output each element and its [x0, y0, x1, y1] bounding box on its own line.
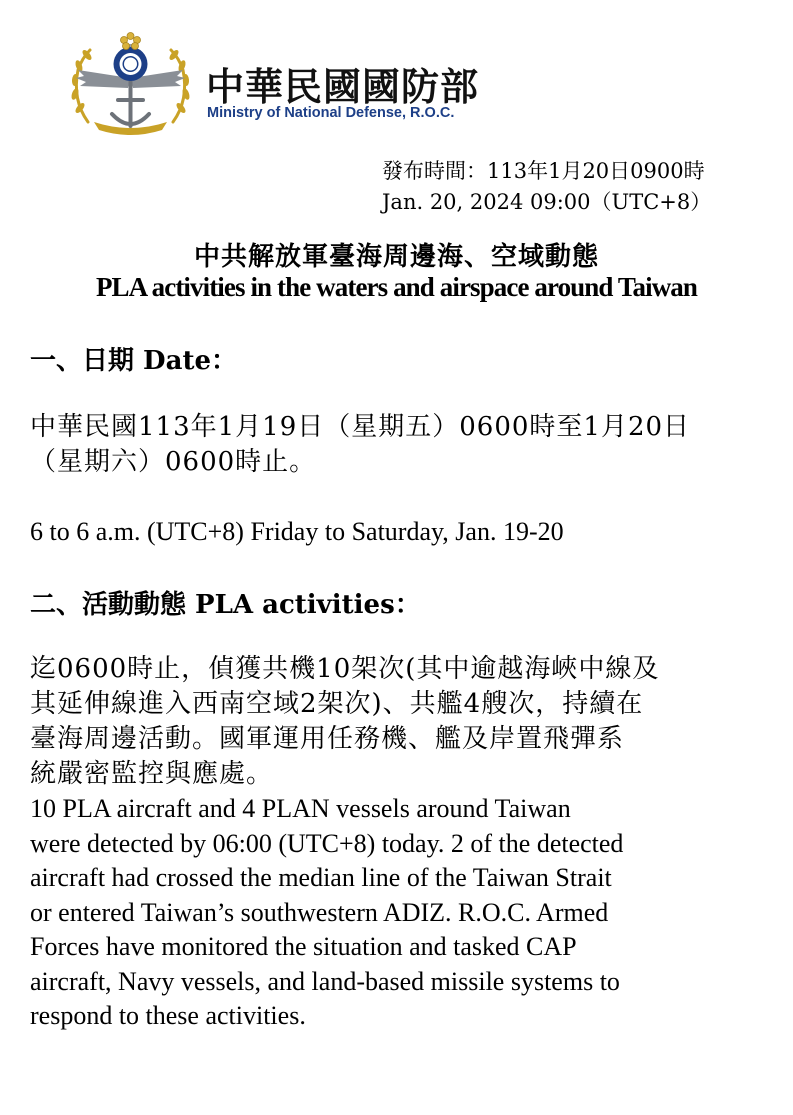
date-line-1: 中華民國113年1月19日（星期五）0600時至1月20日: [30, 412, 691, 442]
release-time-english: Jan. 20, 2024 09:00（UTC+8）: [382, 190, 712, 214]
activities-zh-line: 臺海周邊活動。國軍運用任務機、艦及岸置飛彈系: [30, 724, 625, 754]
activities-zh-line: 其延伸線進入西南空域2架次)、共艦4艘次，持續在: [30, 689, 644, 719]
activities-en-line: respond to these activities.: [30, 1001, 306, 1030]
section-activities-heading: 二、活動動態 PLA activities：: [30, 590, 421, 620]
activities-zh-line: 統嚴密監控與應處。: [30, 759, 274, 789]
date-line-2: （星期六）0600時止。: [30, 447, 317, 477]
release-time-chinese: 發布時間：113年1月20日0900時: [382, 159, 705, 183]
release-time: [382, 156, 711, 218]
ministry-emblem-icon: [58, 30, 203, 140]
date-paragraph-chinese: [30, 410, 760, 480]
date-paragraph-english: 6 to 6 a.m. (UTC+8) Friday to Saturday, Jan. 19-20: [30, 517, 564, 546]
activities-paragraph-chinese: [30, 652, 760, 792]
activities-paragraph-english: [30, 792, 757, 1034]
ministry-name-chinese: 中華民國國防部: [206, 65, 480, 109]
section-date-heading: 一、日期 Date：: [30, 346, 237, 376]
activities-zh-line: 迄0600時止，偵獲共機10架次(其中逾越海峽中線及: [30, 654, 660, 684]
activities-en-line: or entered Taiwan’s southwestern ADIZ. R.O.C. Armed: [30, 897, 609, 927]
activities-en-line: were detected by 06:00 (UTC+8) today. 2 of the detected: [30, 828, 624, 858]
letterhead: [58, 30, 518, 145]
activities-en-line: aircraft had crossed the median line of the Taiwan Strait: [30, 863, 612, 892]
document-title-english: PLA activities in the waters and airspace around Taiwan: [95, 272, 698, 302]
ministry-name-english: Ministry of National Defense, R.O.C.: [207, 105, 455, 121]
document-title-chinese: 中共解放軍臺海周邊海、空域動態: [193, 242, 599, 272]
activities-en-line: 10 PLA aircraft and 4 PLAN vessels around Taiwan: [30, 794, 571, 823]
activities-en-line: aircraft, Navy vessels, and land-based missile systems to: [30, 966, 620, 996]
activities-en-line: Forces have monitored the situation and tasked CAP: [30, 932, 577, 961]
